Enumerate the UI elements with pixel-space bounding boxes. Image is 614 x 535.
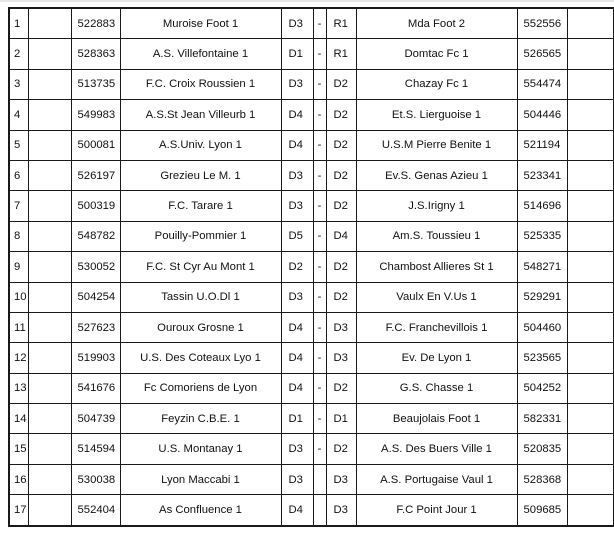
home-team-name: F.C. Tarare 1 — [120, 191, 281, 221]
blank-cell — [28, 495, 71, 526]
away-team-name: Domtac Fc 1 — [356, 39, 517, 69]
blank-cell — [567, 69, 614, 99]
away-team-name: Am.S. Toussieu 1 — [356, 221, 517, 251]
table-row — [9, 495, 614, 526]
home-division: D4 — [281, 312, 313, 342]
table-row — [9, 160, 614, 190]
blank-cell — [567, 100, 614, 130]
home-division: D4 — [281, 343, 313, 373]
home-team-name: F.C. Croix Roussien 1 — [120, 69, 281, 99]
versus-separator: - — [313, 8, 326, 39]
table-row — [9, 343, 614, 373]
home-club-code: 526197 — [71, 160, 120, 190]
table-row — [9, 130, 614, 160]
blank-cell — [567, 191, 614, 221]
away-division: D2 — [326, 191, 356, 221]
home-team-name: Lyon Maccabi 1 — [120, 464, 281, 494]
away-team-name: Ev. De Lyon 1 — [356, 343, 517, 373]
versus-separator: - — [313, 160, 326, 190]
away-club-code: 514696 — [517, 191, 567, 221]
table-row — [9, 282, 614, 312]
blank-cell — [567, 221, 614, 251]
home-division: D3 — [281, 282, 313, 312]
fixtures-body — [9, 8, 614, 526]
home-team-name: Fc Comoriens de Lyon — [120, 373, 281, 403]
blank-cell — [567, 495, 614, 526]
home-team-name: A.S. Villefontaine 1 — [120, 39, 281, 69]
table-row — [9, 100, 614, 130]
home-division: D3 — [281, 160, 313, 190]
home-team-name: Pouilly-Pommier 1 — [120, 221, 281, 251]
versus-separator: - — [313, 69, 326, 99]
versus-separator: - — [313, 282, 326, 312]
home-team-name: Grezieu Le M. 1 — [120, 160, 281, 190]
versus-separator: - — [313, 39, 326, 69]
versus-separator: - — [313, 130, 326, 160]
away-division: D2 — [326, 130, 356, 160]
match-number: 2 — [9, 39, 28, 69]
home-club-code: 500081 — [71, 130, 120, 160]
blank-cell — [567, 464, 614, 494]
versus-separator: - — [313, 191, 326, 221]
match-number: 14 — [9, 404, 28, 434]
away-club-code: 528368 — [517, 464, 567, 494]
home-team-name: A.S.Univ. Lyon 1 — [120, 130, 281, 160]
away-club-code: 521194 — [517, 130, 567, 160]
home-team-name: Muroise Foot 1 — [120, 8, 281, 39]
away-club-code: 523565 — [517, 343, 567, 373]
away-club-code: 552556 — [517, 8, 567, 39]
away-team-name: U.S.M Pierre Benite 1 — [356, 130, 517, 160]
home-team-name: Ouroux Grosne 1 — [120, 312, 281, 342]
blank-cell — [567, 343, 614, 373]
away-division: D3 — [326, 343, 356, 373]
home-club-code: 549983 — [71, 100, 120, 130]
away-club-code: 526565 — [517, 39, 567, 69]
home-team-name: U.S. Montanay 1 — [120, 434, 281, 464]
away-team-name: Chazay Fc 1 — [356, 69, 517, 99]
home-division: D2 — [281, 252, 313, 282]
away-team-name: Vaulx En V.Us 1 — [356, 282, 517, 312]
blank-cell — [28, 100, 71, 130]
home-division: D1 — [281, 39, 313, 69]
home-club-code: 513735 — [71, 69, 120, 99]
blank-cell — [28, 191, 71, 221]
home-division: D3 — [281, 464, 313, 494]
match-number: 5 — [9, 130, 28, 160]
blank-cell — [567, 39, 614, 69]
home-division: D4 — [281, 495, 313, 526]
table-row — [9, 69, 614, 99]
blank-cell — [567, 130, 614, 160]
versus-separator: - — [313, 252, 326, 282]
versus-separator: - — [313, 221, 326, 251]
versus-separator: - — [313, 434, 326, 464]
home-club-code: 552404 — [71, 495, 120, 526]
match-number: 16 — [9, 464, 28, 494]
home-club-code: 528363 — [71, 39, 120, 69]
versus-separator: - — [313, 100, 326, 130]
blank-cell — [567, 252, 614, 282]
blank-cell — [567, 160, 614, 190]
away-division: D2 — [326, 160, 356, 190]
away-division: D2 — [326, 69, 356, 99]
match-number: 6 — [9, 160, 28, 190]
away-division: D2 — [326, 100, 356, 130]
home-club-code: 504739 — [71, 404, 120, 434]
blank-cell — [28, 282, 71, 312]
match-number: 4 — [9, 100, 28, 130]
away-team-name: J.S.Irigny 1 — [356, 191, 517, 221]
table-row — [9, 252, 614, 282]
home-club-code: 504254 — [71, 282, 120, 312]
away-division: D1 — [326, 404, 356, 434]
match-number: 13 — [9, 373, 28, 403]
away-team-name: Beaujolais Foot 1 — [356, 404, 517, 434]
away-club-code: 504252 — [517, 373, 567, 403]
home-club-code: 514594 — [71, 434, 120, 464]
away-division: D3 — [326, 312, 356, 342]
home-team-name: A.S.St Jean Villeurb 1 — [120, 100, 281, 130]
home-club-code: 500319 — [71, 191, 120, 221]
away-club-code: 504446 — [517, 100, 567, 130]
versus-separator: - — [313, 373, 326, 403]
home-division: D3 — [281, 191, 313, 221]
blank-cell — [28, 130, 71, 160]
home-division: D3 — [281, 434, 313, 464]
match-number: 8 — [9, 221, 28, 251]
home-club-code: 522883 — [71, 8, 120, 39]
table-row — [9, 434, 614, 464]
blank-cell — [28, 464, 71, 494]
away-division: R1 — [326, 8, 356, 39]
away-club-code: 554474 — [517, 69, 567, 99]
match-number: 17 — [9, 495, 28, 526]
away-club-code: 523341 — [517, 160, 567, 190]
away-team-name: F.C. Franchevillois 1 — [356, 312, 517, 342]
blank-cell — [28, 404, 71, 434]
blank-cell — [28, 160, 71, 190]
home-club-code: 527623 — [71, 312, 120, 342]
blank-cell — [28, 434, 71, 464]
home-club-code: 530052 — [71, 252, 120, 282]
away-division: D3 — [326, 464, 356, 494]
home-division: D4 — [281, 100, 313, 130]
away-division: D4 — [326, 221, 356, 251]
blank-cell — [28, 8, 71, 39]
home-club-code: 548782 — [71, 221, 120, 251]
blank-cell — [28, 312, 71, 342]
blank-cell — [567, 312, 614, 342]
home-division: D5 — [281, 221, 313, 251]
away-division: D2 — [326, 373, 356, 403]
blank-cell — [28, 343, 71, 373]
blank-cell — [567, 434, 614, 464]
home-team-name: Tassin U.O.Dl 1 — [120, 282, 281, 312]
versus-separator — [313, 464, 326, 494]
away-club-code: 520835 — [517, 434, 567, 464]
blank-cell — [28, 252, 71, 282]
away-club-code: 509685 — [517, 495, 567, 526]
away-club-code: 529291 — [517, 282, 567, 312]
versus-separator — [313, 495, 326, 526]
away-team-name: Et.S. Lierguoise 1 — [356, 100, 517, 130]
match-number: 3 — [9, 69, 28, 99]
home-division: D3 — [281, 69, 313, 99]
blank-cell — [28, 373, 71, 403]
page-top-edge — [0, 0, 614, 2]
away-team-name: A.S. Des Buers Ville 1 — [356, 434, 517, 464]
away-club-code: 548271 — [517, 252, 567, 282]
match-number: 11 — [9, 312, 28, 342]
away-team-name: A.S. Portugaise Vaul 1 — [356, 464, 517, 494]
away-division: D2 — [326, 252, 356, 282]
home-club-code: 541676 — [71, 373, 120, 403]
table-row — [9, 404, 614, 434]
match-number: 12 — [9, 343, 28, 373]
away-team-name: G.S. Chasse 1 — [356, 373, 517, 403]
table-row — [9, 373, 614, 403]
blank-cell — [28, 39, 71, 69]
away-division: D3 — [326, 495, 356, 526]
blank-cell — [567, 282, 614, 312]
home-team-name: F.C. St Cyr Au Mont 1 — [120, 252, 281, 282]
match-number: 1 — [9, 8, 28, 39]
match-number: 7 — [9, 191, 28, 221]
away-club-code: 525335 — [517, 221, 567, 251]
away-team-name: Ev.S. Genas Azieu 1 — [356, 160, 517, 190]
match-number: 9 — [9, 252, 28, 282]
table-row — [9, 312, 614, 342]
home-division: D3 — [281, 8, 313, 39]
versus-separator: - — [313, 312, 326, 342]
versus-separator: - — [313, 404, 326, 434]
home-division: D4 — [281, 373, 313, 403]
versus-separator: - — [313, 343, 326, 373]
home-division: D4 — [281, 130, 313, 160]
home-club-code: 519903 — [71, 343, 120, 373]
blank-cell — [567, 404, 614, 434]
away-club-code: 582331 — [517, 404, 567, 434]
away-team-name: F.C Point Jour 1 — [356, 495, 517, 526]
away-division: D2 — [326, 434, 356, 464]
match-number: 15 — [9, 434, 28, 464]
table-row — [9, 221, 614, 251]
away-division: D2 — [326, 282, 356, 312]
blank-cell — [28, 221, 71, 251]
home-division: D1 — [281, 404, 313, 434]
table-row — [9, 8, 614, 39]
home-team-name: Feyzin C.B.E. 1 — [120, 404, 281, 434]
fixtures-table — [8, 7, 614, 527]
away-team-name: Mda Foot 2 — [356, 8, 517, 39]
blank-cell — [567, 373, 614, 403]
away-team-name: Chambost Allieres St 1 — [356, 252, 517, 282]
table-row — [9, 39, 614, 69]
blank-cell — [567, 8, 614, 39]
blank-cell — [28, 69, 71, 99]
table-row — [9, 464, 614, 494]
home-club-code: 530038 — [71, 464, 120, 494]
table-row — [9, 191, 614, 221]
match-number: 10 — [9, 282, 28, 312]
home-team-name: As Confluence 1 — [120, 495, 281, 526]
home-team-name: U.S. Des Coteaux Lyo 1 — [120, 343, 281, 373]
away-club-code: 504460 — [517, 312, 567, 342]
away-division: R1 — [326, 39, 356, 69]
